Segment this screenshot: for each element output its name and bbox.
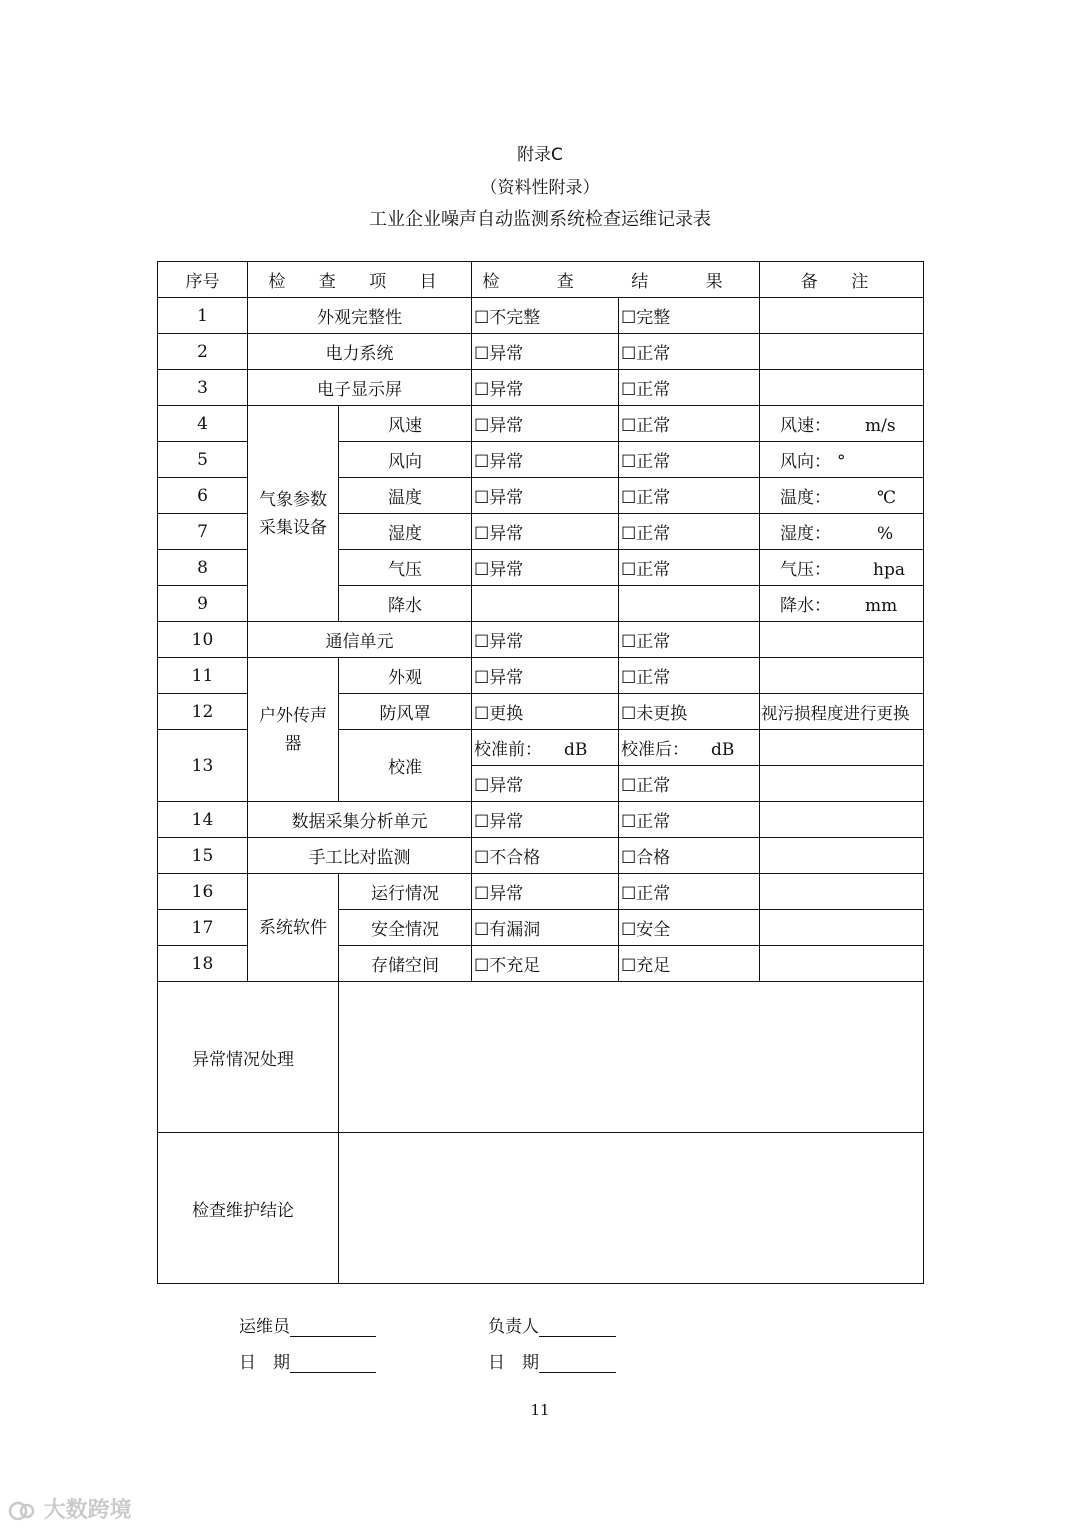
checkbox-option[interactable]: ☐不充足 [472,946,619,982]
checkbox-option[interactable]: ☐有漏洞 [472,910,619,946]
header-seq: 序号 [158,262,248,298]
note-cell[interactable] [760,730,924,766]
row-item: 安全情况 [339,910,472,946]
note-unit: ° [837,452,846,472]
checkbox-option[interactable]: ☐正常 [619,442,760,478]
checkbox-option [472,586,619,622]
note-label: 风速： [780,416,831,436]
row-number: 15 [158,838,248,874]
header-item: 检 查 项 目 [248,262,472,298]
note-cell[interactable] [760,334,924,370]
header-result: 检 查 结 果 [472,262,760,298]
row-number: 11 [158,658,248,694]
note-cell[interactable] [760,406,924,442]
checkbox-option[interactable]: ☐正常 [619,658,760,694]
appendix-nature: （资料性附录） [480,178,600,198]
row-item: 风向 [339,442,472,478]
row-number: 13 [158,730,248,802]
note-cell[interactable] [760,766,924,802]
row-item: 存储空间 [339,946,472,982]
row-number: 10 [158,622,248,658]
row-number: 8 [158,550,248,586]
checkbox-option[interactable]: ☐正常 [619,622,760,658]
row-number: 5 [158,442,248,478]
row-number: 16 [158,874,248,910]
checkbox-option[interactable]: ☐不合格 [472,838,619,874]
checkbox-option[interactable]: ☐正常 [619,514,760,550]
checkbox-option[interactable]: ☐异常 [472,658,619,694]
row-item: 校准 [339,730,472,802]
group-sensor: 户外传声器 [248,658,339,802]
db-unit: dB [711,740,735,760]
appendix-label: 附录C [517,145,563,165]
row-item: 外观完整性 [248,298,472,334]
form-title: 工业企业噪声自动监测系统检查运维记录表 [369,209,711,230]
row-item: 运行情况 [339,874,472,910]
row-item: 湿度 [339,514,472,550]
db-unit: dB [564,740,588,760]
note-cell[interactable] [760,802,924,838]
checkbox-option[interactable]: ☐异常 [472,874,619,910]
checkbox-option[interactable]: ☐完整 [619,298,760,334]
checkbox-option[interactable]: ☐合格 [619,838,760,874]
group-software: 系统软件 [248,874,339,982]
checkbox-option[interactable]: ☐异常 [472,334,619,370]
table-row [158,838,924,874]
note-cell[interactable] [760,838,924,874]
table-row [158,622,924,658]
operator-date[interactable] [239,1348,376,1373]
date-label: 日 期 [239,1353,290,1373]
signature-line [539,1354,616,1373]
row-number: 3 [158,370,248,406]
note-cell[interactable] [760,586,924,622]
row-item: 数据采集分析单元 [248,802,472,838]
note-cell[interactable] [760,910,924,946]
calibration-after[interactable] [619,730,760,766]
note-cell[interactable] [760,874,924,910]
table-row [158,370,924,406]
note-cell[interactable] [760,550,924,586]
row-number: 9 [158,586,248,622]
chat-bubble-icon [8,1500,36,1522]
table-row [158,874,924,910]
page-number: 11 [530,1401,550,1419]
note-unit: ℃ [877,488,897,508]
inspection-record-table [157,261,924,1284]
checkbox-option[interactable]: ☐正常 [619,370,760,406]
checkbox-option[interactable]: ☐异常 [472,622,619,658]
note-cell[interactable] [760,442,924,478]
table-row [158,658,924,694]
calibration-before[interactable] [472,730,619,766]
checkbox-option[interactable]: ☐正常 [619,802,760,838]
checkbox-option [619,586,760,622]
note-label: 温度： [780,488,831,508]
responsible-signature[interactable] [488,1312,616,1337]
note-cell[interactable] [760,370,924,406]
abnormal-handling-row [158,982,924,1133]
row-item: 手工比对监测 [248,838,472,874]
checkbox-option[interactable]: ☐未更换 [619,694,760,730]
operator-label: 运维员 [239,1317,290,1337]
checkbox-option[interactable]: ☐异常 [472,802,619,838]
checkbox-option[interactable]: ☐更换 [472,694,619,730]
watermark [8,1493,132,1524]
operator-signature[interactable] [239,1312,376,1337]
row-number: 18 [158,946,248,982]
abnormal-handling-label: 异常情况处理 [158,982,339,1133]
table-row [158,334,924,370]
row-number: 2 [158,334,248,370]
abnormal-handling-field[interactable] [339,982,924,1133]
checkbox-option[interactable]: ☐正常 [619,406,760,442]
note-unit: m/s [865,416,896,436]
note-cell: 视污损程度进行更换 [760,694,924,730]
signature-line [290,1354,376,1373]
group-meteo: 气象参数采集设备 [248,406,339,622]
watermark-text: 大数跨境 [43,1498,132,1523]
row-number: 12 [158,694,248,730]
checkbox-option[interactable]: ☐异常 [472,406,619,442]
row-number: 7 [158,514,248,550]
note-unit: % [877,524,894,544]
note-cell[interactable] [760,298,924,334]
note-cell[interactable] [760,478,924,514]
signature-line [539,1318,616,1337]
row-item: 电力系统 [248,334,472,370]
row-item: 风速 [339,406,472,442]
note-unit: hpa [873,560,905,580]
table-header-row [158,262,924,298]
conclusion-row [158,1133,924,1284]
table-row [158,406,924,442]
row-item: 温度 [339,478,472,514]
signature-line [290,1318,376,1337]
note-label: 降水： [780,596,831,616]
checkbox-option[interactable]: ☐异常 [472,442,619,478]
table-row [158,298,924,334]
responsible-label: 负责人 [488,1317,539,1337]
header-note: 备 注 [760,262,924,298]
row-number: 14 [158,802,248,838]
row-number: 1 [158,298,248,334]
checkbox-option[interactable]: ☐安全 [619,910,760,946]
note-cell[interactable] [760,658,924,694]
note-cell[interactable] [760,946,924,982]
checkbox-option[interactable]: ☐异常 [472,514,619,550]
calibration-after-label: 校准后： [621,740,689,760]
checkbox-option[interactable]: ☐充足 [619,946,760,982]
row-item: 防风罩 [339,694,472,730]
date-label: 日 期 [488,1353,539,1373]
row-item: 外观 [339,658,472,694]
checkbox-option[interactable]: ☐异常 [472,550,619,586]
note-unit: mm [865,596,898,616]
conclusion-field[interactable] [339,1133,924,1284]
checkbox-option[interactable]: ☐异常 [472,478,619,514]
note-cell[interactable] [760,514,924,550]
checkbox-option[interactable]: ☐异常 [472,370,619,406]
table-row [158,802,924,838]
conclusion-label: 检查维护结论 [158,1133,339,1284]
checkbox-option[interactable]: ☐正常 [619,334,760,370]
note-cell[interactable] [760,622,924,658]
row-item: 电子显示屏 [248,370,472,406]
row-item: 通信单元 [248,622,472,658]
checkbox-option[interactable]: ☐正常 [619,478,760,514]
row-item: 气压 [339,550,472,586]
checkbox-option[interactable]: ☐正常 [619,550,760,586]
row-number: 17 [158,910,248,946]
row-number: 6 [158,478,248,514]
checkbox-option[interactable]: ☐正常 [619,766,760,802]
calibration-before-label: 校准前： [474,740,542,760]
note-label: 气压： [780,560,831,580]
row-number: 4 [158,406,248,442]
row-item: 降水 [339,586,472,622]
note-label: 湿度： [780,524,831,544]
checkbox-option[interactable]: ☐正常 [619,874,760,910]
checkbox-option[interactable]: ☐不完整 [472,298,619,334]
checkbox-option[interactable]: ☐异常 [472,766,619,802]
note-label: 风向： [780,452,831,472]
responsible-date[interactable] [488,1348,616,1373]
